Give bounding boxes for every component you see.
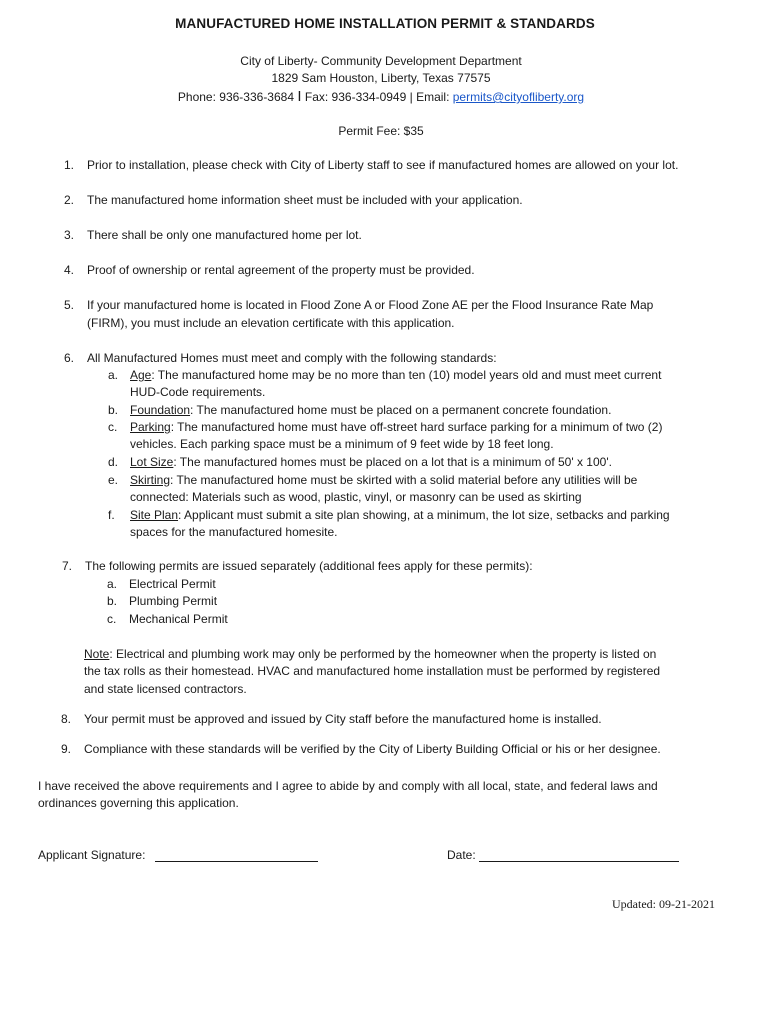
sub-item-text: Plumbing Permit (129, 594, 218, 608)
sub-item-letter: b. (107, 594, 118, 608)
item-text-line: If your manufactured home is located in Flood Zone A or Flood Zone AE per the Flood Insurance Rate Map (87, 298, 654, 312)
sub-item-letter: e. (108, 473, 119, 487)
item-text: Compliance with these standards will be verified by the City of Liberty Building Official or his or her designee. (84, 742, 661, 756)
separator-glyph: I (297, 88, 302, 105)
permit-fee: Permit Fee: $35 (338, 124, 424, 138)
note-line (84, 647, 656, 661)
standard-text: : The manufactured home must be skirted with a solid material before any utilities will be (170, 473, 638, 487)
sub-item-letter: f. (108, 508, 115, 522)
sub-item-text-line: spaces for the manufactured homesite. (130, 525, 338, 539)
address: 1829 Sam Houston, Liberty, Texas 77575 (271, 71, 491, 85)
note-term: Note (84, 647, 110, 661)
email-link[interactable]: permits@cityofliberty.org (452, 90, 585, 104)
standard-text: : The manufactured home must have off-street hard surface parking for a minimum of two (2) (170, 420, 663, 434)
item-number: 6. (64, 351, 75, 365)
item-number: 1. (64, 158, 75, 172)
item-text: The manufactured home information sheet must be included with your application. (87, 193, 523, 207)
standard-text: : The manufactured home must be placed on a permanent concrete foundation. (190, 403, 612, 417)
note-line: and state licensed contractors. (84, 682, 247, 696)
item-number: 3. (64, 228, 75, 242)
item-number: 2. (64, 193, 75, 207)
sub-item-letter: c. (107, 612, 117, 626)
sub-item-text: Electrical Permit (129, 577, 216, 591)
standard-term: Skirting (130, 473, 171, 487)
sub-item-text-line (130, 508, 670, 522)
note-line: the tax rolls as their homestead. HVAC and manufactured home installation must be performed by registered (84, 664, 661, 678)
sub-item-text-line (130, 420, 662, 434)
item-text: Your permit must be approved and issued by City staff before the manufactured home is installed. (84, 712, 602, 726)
item-number: 5. (64, 298, 75, 312)
standard-term: Age (130, 368, 152, 382)
sub-item-letter: d. (108, 455, 119, 469)
item-number: 9. (61, 742, 72, 756)
agreement-line: ordinances governing this application. (38, 796, 239, 810)
sub-item-text-line: HUD-Code requirements. (130, 385, 266, 399)
item-number: 8. (61, 712, 72, 726)
sub-item-letter: c. (108, 420, 118, 434)
applicant-signature-label: Applicant Signature: (38, 848, 146, 862)
standard-term: Lot Size (130, 455, 174, 469)
standard-term: Foundation (130, 403, 191, 417)
fax-email-text: Fax: 936-334-0949 | Email: (304, 90, 450, 104)
standard-term: Site Plan (130, 508, 179, 522)
item-text: The following permits are issued separately (additional fees apply for these permits): (85, 559, 533, 573)
date-field[interactable] (479, 861, 679, 862)
item-text: All Manufactured Homes must meet and comply with the following standards: (87, 351, 497, 365)
agreement-line: I have received the above requirements and I agree to abide by and comply with all local, state, and federal laws and (38, 779, 658, 793)
sub-item-text-line (130, 455, 612, 469)
applicant-signature-field[interactable] (155, 861, 318, 862)
item-text: Proof of ownership or rental agreement of the property must be provided. (87, 263, 475, 277)
sub-item-letter: b. (108, 403, 119, 417)
sub-item-letter: a. (108, 368, 119, 382)
standard-text: : The manufactured homes must be placed on a lot that is a minimum of 50' x 100'. (173, 455, 612, 469)
sub-item-text: Mechanical Permit (129, 612, 228, 626)
sub-item-text-line: connected: Materials such as wood, plastic, vinyl, or masonry can be used as skirting (130, 490, 582, 504)
item-text: Prior to installation, please check with City of Liberty staff to see if manufactured homes are allowed on your lot. (87, 158, 679, 172)
item-text-line: (FIRM), you must include an elevation certificate with this application. (87, 316, 455, 330)
standard-text: : The manufactured home may be no more than ten (10) model years old and must meet current (151, 368, 662, 382)
document-title: MANUFACTURED HOME INSTALLATION PERMIT & STANDARDS (175, 16, 595, 31)
sub-item-text-line (130, 403, 611, 417)
phone-text: Phone: 936-336-3684 (177, 90, 295, 104)
item-number: 7. (62, 559, 73, 573)
date-label: Date: (447, 848, 476, 862)
sub-item-letter: a. (107, 577, 118, 591)
item-number: 4. (64, 263, 75, 277)
contact-line (0, 88, 762, 105)
note-text: : Electrical and plumbing work may only be performed by the homeowner when the property is listed on (109, 647, 657, 661)
item-text: There shall be only one manufactured home per lot. (87, 228, 362, 242)
standard-term: Parking (130, 420, 171, 434)
sub-item-text-line: vehicles. Each parking space must be a minimum of 9 feet wide by 18 feet long. (130, 437, 554, 451)
department-name: City of Liberty- Community Development Department (240, 54, 522, 68)
standard-text: : Applicant must submit a site plan showing, at a minimum, the lot size, setbacks and parking (178, 508, 670, 522)
updated-date: Updated: 09-21-2021 (612, 897, 715, 911)
sub-item-text-line (130, 368, 661, 382)
sub-item-text-line (130, 473, 637, 487)
